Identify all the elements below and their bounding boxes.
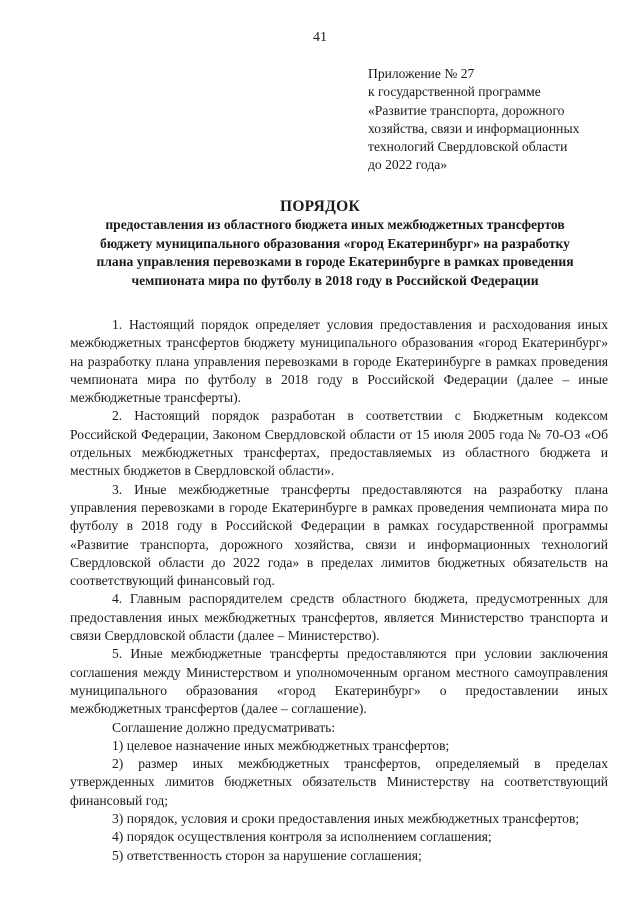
paragraph-2: 2. Настоящий порядок разработан в соответствии с Бюджетным кодексом Российской Федерации, Законом Свердловской области от 15 июля 2005 года № 70-ОЗ «Об отдельных межбюджетных трансфертах, предоставляемых из областного бюджета и местных бюджетов в Свердловской области».	[70, 408, 608, 479]
paragraph-1: 1. Настоящий порядок определяет условия предоставления и расходования иных межбюджетных трансфертов бюджету муниципального образования «город Екатеринбург» на разработку плана управления перевозками в городе Екатеринбурге в рамках проведения чемпионата мира по футболу в 2018 году в Российской Федерации (далее – иные межбюджетные трансферты).	[70, 317, 608, 406]
agreement-lead: Соглашение должно предусматривать:	[112, 719, 336, 735]
agreement-item-3: 3) порядок, условия и сроки предоставления иных межбюджетных трансфертов;	[112, 811, 580, 827]
paragraph-5: 5. Иные межбюджетные трансферты предоставляются при условии заключения соглашения между Министерством и уполномоченным органом местного самоуправления муниципального образования «город Екатеринбург» о предоставлении иных межбюджетных трансфертов (далее – соглашение).	[70, 646, 608, 717]
document-title: ПОРЯДОК	[279, 198, 361, 215]
appendix-line: Приложение № 27	[368, 66, 475, 81]
appendix-line: технологий Свердловской области	[368, 139, 568, 155]
subtitle-line: плана управления перевозками в городе Екатеринбурге в рамках проведения	[96, 254, 574, 269]
appendix-line: к государственной программе	[368, 84, 541, 100]
agreement-item-5: 5) ответственность сторон за нарушение соглашения;	[112, 847, 422, 863]
paragraph-4: 4. Главным распорядителем средств областного бюджета, предусмотренных для предоставления иных межбюджетных трансфертов, является Министерство транспорта и связи Свердловской области (далее – Министерство).	[70, 591, 608, 644]
appendix-line: до 2022 года»	[368, 157, 448, 173]
agreement-item-4: 4) порядок осуществления контроля за исполнением соглашения;	[112, 829, 492, 845]
appendix-header	[368, 65, 618, 175]
subtitle-line: бюджету муниципального образования «город Екатеринбург» на разработку	[100, 235, 570, 251]
appendix-line: хозяйства, связи и информационных	[368, 120, 580, 136]
appendix-line: «Развитие транспорта, дорожного	[368, 102, 565, 118]
agreement-item-2: 2) размер иных межбюджетных трансфертов, определяемый в пределах утвержденных лимитов бюджетных обязательств Министерству на соответствующий финансовый год;	[70, 756, 608, 808]
agreement-item-1: 1) целевое назначение иных межбюджетных трансфертов;	[112, 737, 450, 753]
page-number: 41	[313, 30, 327, 45]
subtitle-line: предоставления из областного бюджета иных межбюджетных трансфертов	[105, 217, 565, 232]
subtitle-line: чемпионата мира по футболу в 2018 году в Российской Федерации	[131, 272, 539, 288]
document-subtitle	[70, 216, 600, 290]
paragraph-3: 3. Иные межбюджетные трансферты предоставляются на разработку плана управления перевозками в городе Екатеринбурге в рамках проведения чемпионата мира по футболу в 2018 году в Российской Федерации в рамках государственной программы «Развитие транспорта, дорожного хозяйства, связи и информационных технологий Свердловской области до 2022 года» в пределах лимитов бюджетных обязательств на соответствующий финансовый год.	[70, 481, 608, 589]
document-body	[70, 316, 608, 865]
